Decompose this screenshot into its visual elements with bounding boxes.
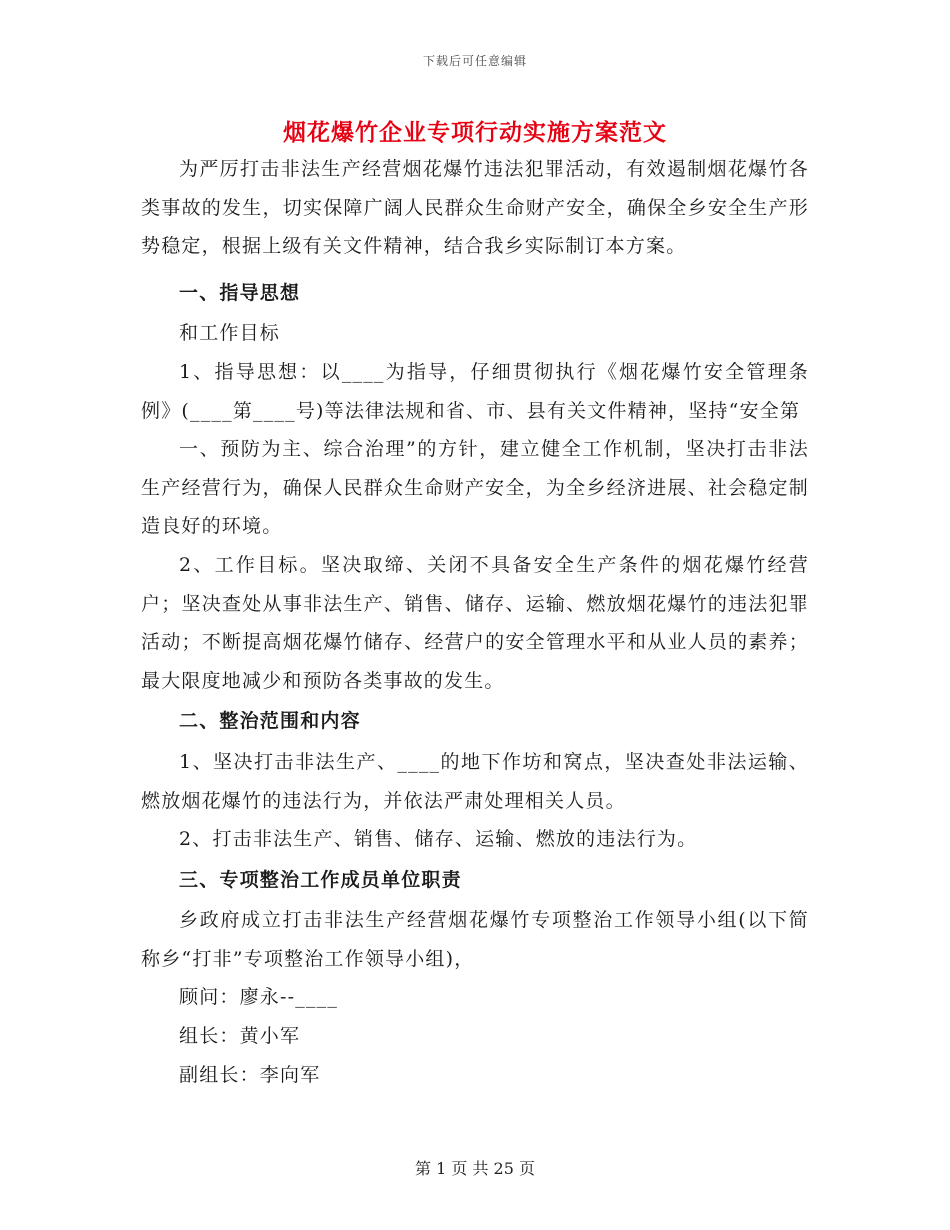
paragraph-guiding-ideology: 1、指导思想：以____为指导，仔细贯彻执行《烟花爆竹安全管理条例》(____第____号)等法律法规和省、市、县有关文件精神，坚持“安全第	[141, 360, 809, 422]
member-leader: 组长：黄小军	[179, 1025, 301, 1048]
document-body	[141, 150, 809, 1094]
member-advisor: 顾问：廖永--____	[179, 986, 339, 1009]
paragraph-prevention-first: 一、预防为主、综合治理”的方针，建立健全工作机制，坚决打击非法生产经营行为，确保人民群众生命财产安全，为全乡经济进展、社会稳定制造良好的环境。	[141, 438, 809, 538]
paragraph-scope-1: 1、坚决打击非法生产、____的地下作坊和窝点，坚决查处非法运输、燃放烟花爆竹的违法行为，并依法严肃处理相关人员。	[141, 750, 809, 812]
paragraph-scope-2: 2、打击非法生产、销售、储存、运输、燃放的违法行为。	[179, 828, 698, 851]
section-heading-guiding-ideology: 一、指导思想	[179, 281, 301, 304]
section-heading-responsibilities: 三、专项整治工作成员单位职责	[179, 868, 462, 891]
header-note: 下载后可任意编辑	[422, 54, 527, 68]
paragraph-work-goals-label: 和工作目标	[179, 322, 281, 345]
section-heading-scope: 二、整治范围和内容	[179, 710, 361, 733]
paragraph-work-goals: 2、工作目标。坚决取缔、关闭不具备安全生产条件的烟花爆竹经营户；坚决查处从事非法生产、销售、储存、运输、燃放烟花爆竹的违法犯罪活动；不断提高烟花爆竹储存、经营户的安全管理水平和从业人员的素养；最大限度地减少和预防各类事故的发生。	[141, 553, 809, 692]
member-deputy-leader: 副组长：李向军	[179, 1063, 321, 1086]
paragraph-leading-group: 乡政府成立打击非法生产经营烟花爆竹专项整治工作领导小组(以下简称乡“打非”专项整治工作领导小组)，	[141, 909, 809, 970]
document-title: 烟花爆竹企业专项行动实施方案范文	[283, 119, 667, 146]
intro-paragraph: 为严厉打击非法生产经营烟花爆竹违法犯罪活动，有效遏制烟花爆竹各类事故的发生，切实保障广阔人民群众生命财产安全，确保全乡安全生产形势稳定，根据上级有关文件精神，结合我乡实际制订本方案。	[141, 158, 809, 258]
page-number: 第 1 页 共 25 页	[415, 1159, 535, 1178]
